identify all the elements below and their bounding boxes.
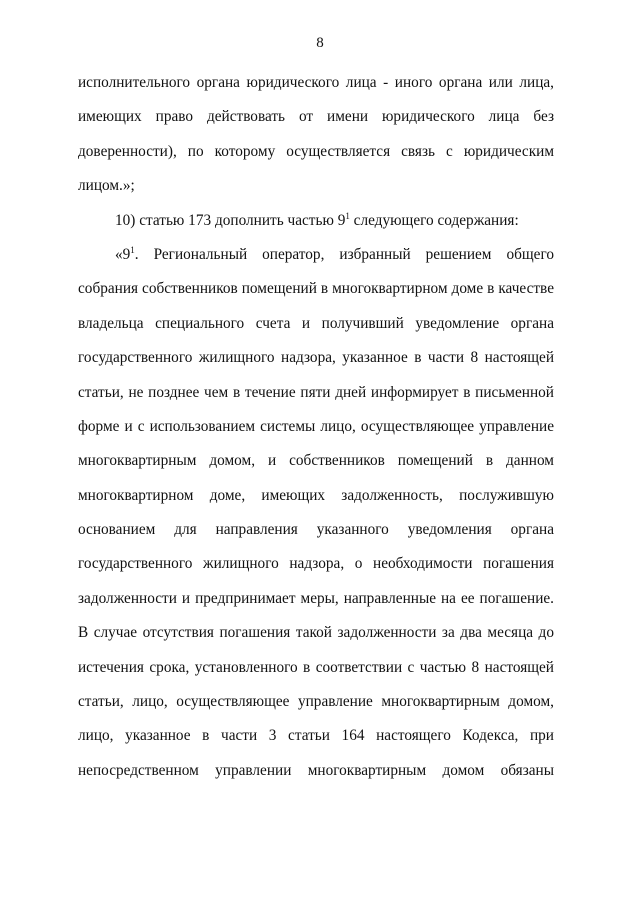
text-line: истечения срока, установленного в соответствии с частью 8 настоящей	[78, 658, 554, 676]
text-line: доверенности), по которому осуществляется связь с юридическим	[78, 142, 554, 160]
superscript: 1	[345, 210, 350, 221]
text-segment: 10) статью 173 дополнить частью 9	[115, 211, 346, 229]
text-line: форме и с использованием системы лицо, осуществляющее управление	[78, 417, 554, 435]
clause-9-1-heading	[78, 238, 554, 272]
text-line: имеющих право действовать от имени юридического лица без	[78, 108, 554, 126]
text-line: статьи, лицо, осуществляющее управление многоквартирным домом,	[78, 693, 554, 711]
page-number: 8	[316, 35, 324, 51]
text-line: владельца специального счета и получивший уведомление органа	[78, 314, 554, 332]
text-line: задолженности и предпринимает меры, направленные на ее погашение.	[78, 589, 554, 607]
text-line: исполнительного органа юридического лица - иного органа или лица,	[78, 74, 554, 91]
superscript: 1	[130, 244, 135, 255]
body-text	[78, 66, 554, 788]
text-segment: следующего содержания:	[349, 211, 519, 229]
amendment-item-10	[78, 204, 554, 238]
text-line: непосредственном управлении многоквартирным домом обязаны	[78, 761, 554, 779]
text-line: собрания собственников помещений в многоквартирном доме в качестве	[78, 280, 554, 298]
text-line: государственного жилищного надзора, о необходимости погашения	[78, 555, 554, 573]
text-line: В случае отсутствия погашения такой задолженности за два месяца до	[78, 624, 554, 642]
text-segment: «9	[115, 245, 131, 263]
text-segment: . Региональный оператор, избранный решением общего	[134, 245, 554, 263]
text-line: лицом.»;	[78, 177, 135, 195]
text-line: государственного жилищного надзора, указанное в части 8 настоящей	[78, 349, 554, 367]
text-line: лицо, указанное в части 3 статьи 164 настоящего Кодекса, при	[78, 727, 554, 745]
text-line: статьи, не позднее чем в течение пяти дней информирует в письменной	[78, 383, 554, 401]
text-line: основанием для направления указанного уведомления органа	[78, 521, 554, 539]
text-line: многоквартирным домом, и собственников помещений в данном	[78, 452, 554, 470]
text-line: многоквартирном доме, имеющих задолженность, послужившую	[78, 486, 554, 504]
